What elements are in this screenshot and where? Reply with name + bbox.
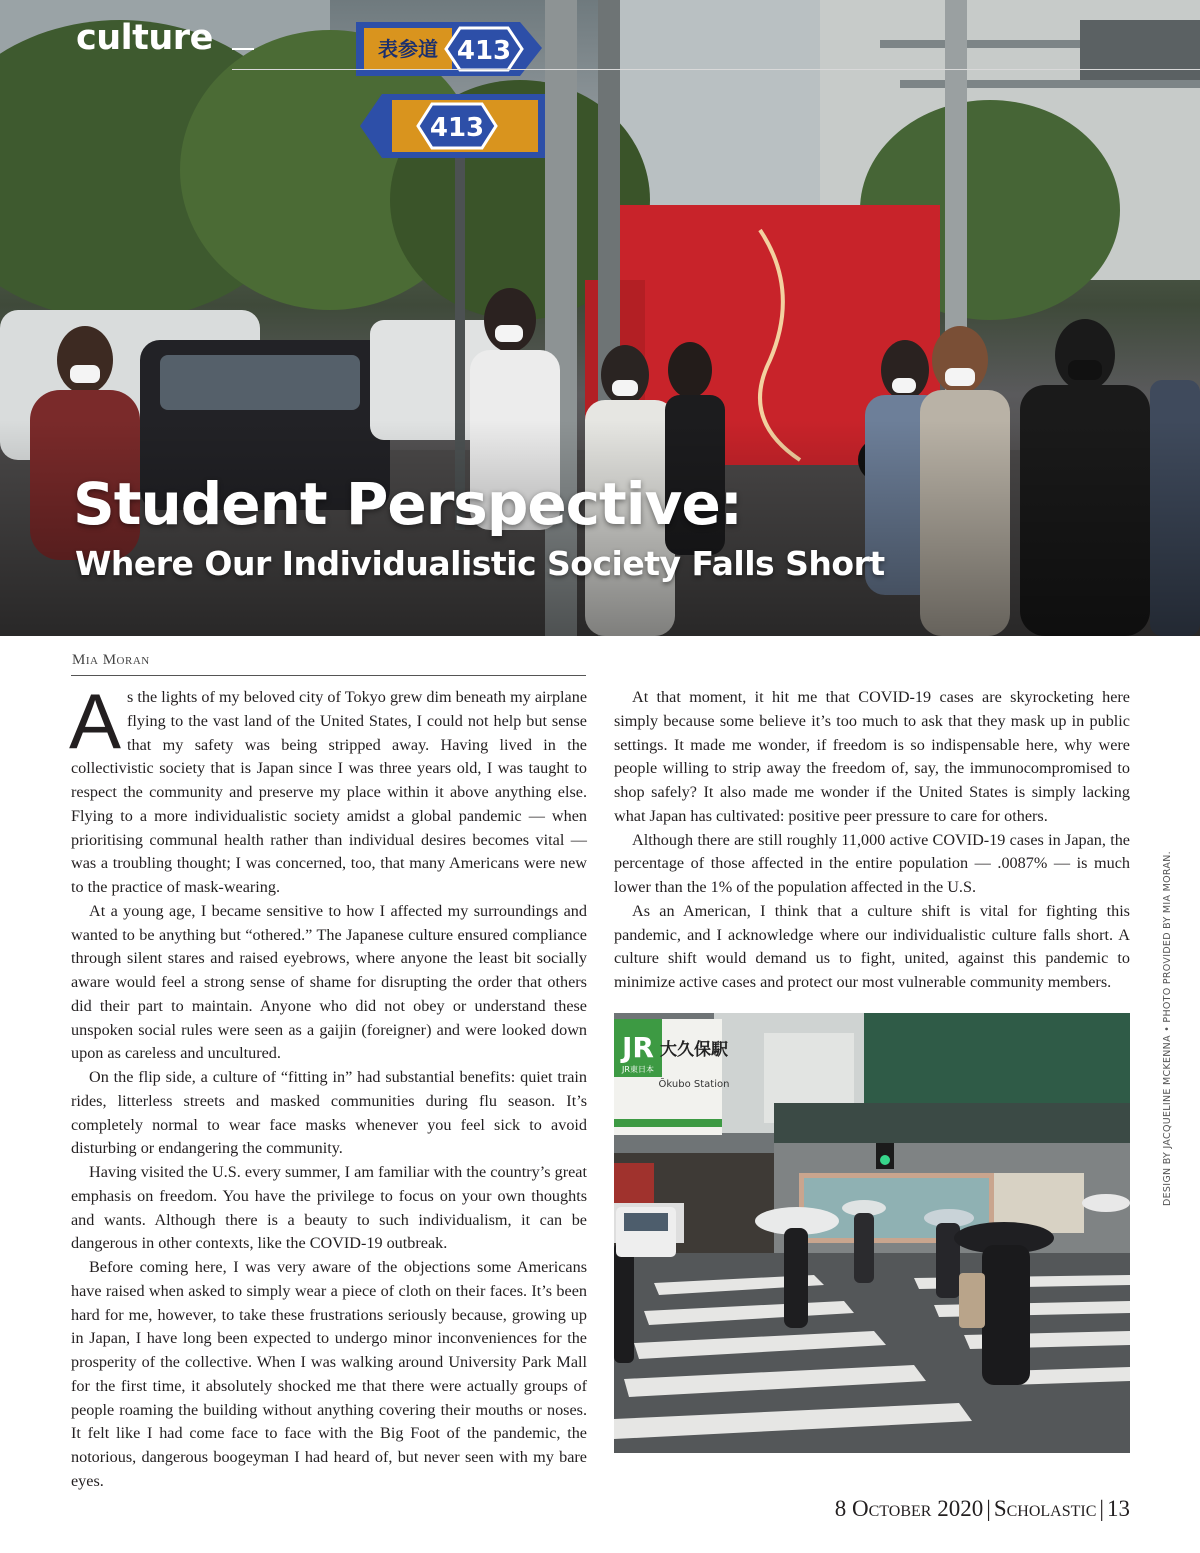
hero-photo [0,0,1200,636]
section-label: culture [76,18,213,58]
issue-date: 8 October 2020 [834,1496,984,1521]
paragraph-2: At a young age, I became sensitive to how I affected my surroundings and wanted to be anything but “othered.” The Japanese culture ensured compliance through silent stares and raised eyebrows, where anyone the least bit socially aware would feel a strong sense of shame for disrupting the order that others did their part to maintain. Anyone who did not obey or understand these unspoken social rules were seen as a gaijin (foreigner) and were looked down upon as careless and uncultured. [71,901,587,1063]
street-scene-illustration [0,0,1200,636]
section-rule-accent [232,48,254,50]
station-name-jp: 大久保駅 [660,1040,728,1060]
article-column-right [614,686,1130,995]
drop-cap: A [69,677,122,765]
byline-rule [71,675,586,676]
paragraph-6: At that moment, it hit me that COVID-19 cases are skyrocketing here simply because some believe it’s too much to ask that they mask up in public settings. It made me wonder, if freedom is so indispensable here, why were people willing to strip away the freedom of, say, the immunocompromised to shop safely? It also made me wonder if the United States is simply lacking what Japan has cultivated: positive peer pressure to care for others. [614,688,1130,825]
paragraph-8: As an American, I think that a culture shift is vital for fighting this pandemic, and I acknowledge where our individualistic culture falls short. A culture shift would demand us to fight, united, against this pandemic to minimize active cases and protect our most vulnerable community members. [614,901,1130,991]
place-name-sign-text: 表参道 [378,37,438,61]
station-scene-illustration [614,1013,1130,1453]
author-byline: Mia Moran [72,652,150,668]
footer-separator-2: | [1099,1496,1104,1521]
photo-credit-text: DESIGN BY JACQUELINE MCKENNA • PHOTO PROVIDED BY MIA MORAN. [1162,851,1173,1206]
jr-station-sign [614,1019,729,1135]
section-rule [232,69,1200,70]
okubo-station-photo [614,1013,1130,1453]
paragraph-3: On the flip side, a culture of “fitting in” had substantial benefits: quiet train rides, litterless streets and masked communities during flu season. It’s completely normal to wear face masks whenever you feel sick to avoid disturbing or endangering the community. [71,1068,587,1158]
article-title: Student Perspective: [73,470,743,538]
station-name-en: Ōkubo Station [658,1079,730,1090]
footer-separator: | [986,1496,991,1521]
page-number: 13 [1107,1496,1130,1521]
route-sign-top [356,22,542,76]
jr-east-text: JR東日本 [622,1065,654,1074]
publication-name: Scholastic [993,1496,1097,1521]
paragraph-4: Having visited the U.S. every summer, I am familiar with the country’s great emphasis on freedom. You have the privilege to focus on your own thoughts and wants. Although there is a beauty to such individualism, it can be dangerous in other contexts, like the COVID-19 outbreak. [71,1163,587,1253]
paragraph-7: Although there are still roughly 11,000 active COVID-19 cases in Japan, the percentage of those affected in the entire population — .0087% — is much lower than the 1% of the population affected in the U.S. [614,830,1130,896]
paragraph-5: Before coming here, I was very aware of the objections some Americans have raised when asked to simply wear a piece of cloth on their faces. It’s been hard for me, however, to take these frustrations seriously because, growing up in Japan, I have long been expected to undergo minor inconveniences for the prosperity of the collective. When I was walking around University Park Mall for the first time, it absolutely shocked me that there were actually groups of people roaming the building without anything covering their mouths or noses. It felt like I had come face to face with the Big Foot of the pandemic, the notorious, dangerous boogeyman I had heard of, but never seen with my bare eyes. [71,1258,587,1490]
article-column-left [69,677,587,1494]
route-sign-bottom [360,94,545,158]
route-number-text-2: 413 [429,113,485,143]
jr-logo: JR [622,1031,654,1064]
paragraph-1 [69,677,587,900]
page-footer [835,1496,1130,1522]
route-number-text: 413 [456,36,512,66]
paragraph-1-text: s the lights of my beloved city of Tokyo grew dim beneath my airplane flying to the vast land of the United States, I could not help but sense that my safety was being stripped away. Having lived in the collectivistic society that is Japan since I was three years old, I was taught to respect the community and preserve my place within it above anything else. Flying to a more individualistic society amidst a global pandemic — when prioritising communal health rather than individual desires becomes vital — was a troubling thought; I was concerned, too, that many Americans were new to the practice of mask-wearing. [71,688,587,896]
photo-credit [1162,826,1174,1206]
article-subtitle: Where Our Individualistic Society Falls Short [75,544,885,583]
